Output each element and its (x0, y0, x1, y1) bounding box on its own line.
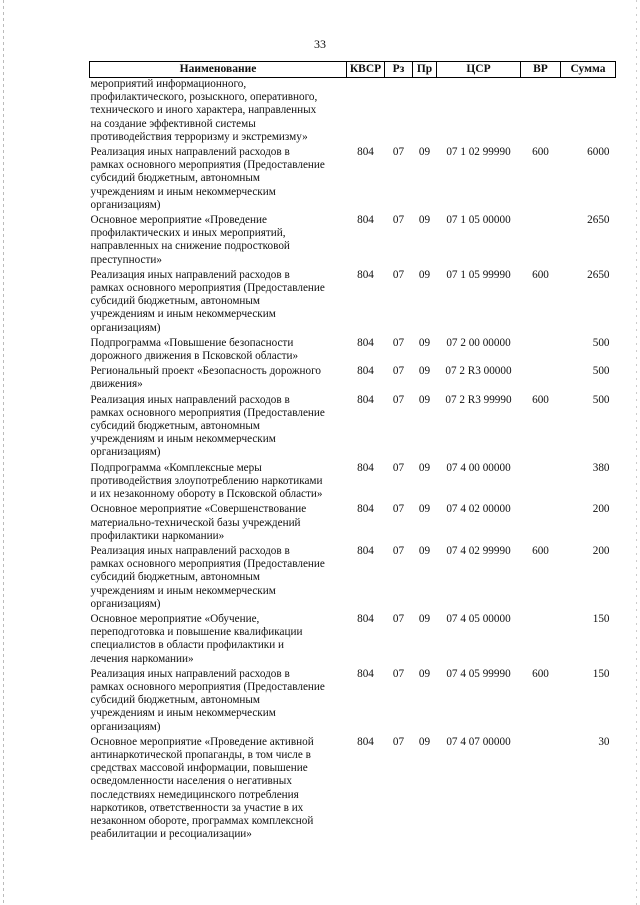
page-number: 33 (314, 37, 326, 51)
cell-csr: 07 4 02 99990 (446, 544, 511, 557)
scan-edge-right (636, 0, 637, 905)
cell-pr: 09 (418, 735, 431, 748)
cell-vr: 600 (532, 544, 549, 557)
cell-kvsr: 804 (357, 365, 374, 378)
table-body (90, 78, 616, 844)
cell-csr: 07 4 00 00000 (446, 461, 511, 474)
cell-sum: 150 (592, 667, 610, 680)
table-row (90, 503, 616, 545)
cell-rz: 07 (392, 544, 405, 557)
cell-csr: 07 1 02 99990 (446, 146, 511, 159)
cell-rz: 07 (392, 336, 405, 349)
cell-pr: 09 (418, 146, 431, 159)
cell-vr (521, 365, 561, 393)
cell-kvsr: 804 (357, 667, 374, 680)
cell-rz: 07 (392, 667, 405, 680)
cell-rz: 07 (392, 461, 405, 474)
cell-csr (437, 78, 521, 147)
table-row (90, 78, 616, 147)
cell-name: Реализация иных направлений расходов в рамках основного мероприятия (Предоставление субсидий бюджетным, автономным учреждениям и иным некоммерческим организациям) (90, 544, 325, 610)
cell-csr: 07 4 05 99990 (446, 667, 511, 680)
cell-pr: 09 (418, 214, 431, 227)
cell-pr: 09 (418, 544, 431, 557)
cell-kvsr: 804 (357, 214, 374, 227)
cell-rz (385, 78, 413, 147)
cell-csr: 07 1 05 00000 (446, 214, 511, 227)
cell-name: Реализация иных направлений расходов в рамках основного мероприятия (Предоставление субсидий бюджетным, автономным учреждениям и иным некоммерческим организациям) (90, 146, 325, 211)
cell-vr (521, 503, 561, 545)
cell-sum: 30 (598, 735, 610, 748)
cell-name: Основное мероприятие «Совершенствование материально-технической базы учреждений профилактики наркомании» (90, 503, 307, 542)
cell-vr: 600 (532, 146, 549, 159)
cell-vr (521, 613, 561, 668)
cell-sum (561, 78, 616, 147)
cell-pr (413, 78, 437, 147)
header-csr: ЦСР (437, 62, 521, 78)
header-kvsr: КВСР (347, 62, 385, 78)
cell-name: Реализация иных направлений расходов в рамках основного мероприятия (Предоставление субсидий бюджетным, автономным учреждениям и иным некоммерческим организациям) (90, 268, 325, 334)
cell-sum: 150 (592, 612, 610, 625)
cell-csr: 07 4 07 00000 (446, 735, 511, 748)
cell-kvsr: 804 (357, 503, 374, 516)
cell-pr: 09 (418, 503, 431, 516)
table-row (90, 668, 616, 736)
cell-name: Основное мероприятие «Проведение профилактических и иных мероприятий, направленных на снижение подростковой преступности» (90, 214, 290, 266)
cell-rz: 07 (392, 393, 405, 406)
table-row (90, 337, 616, 365)
cell-pr: 09 (418, 667, 431, 680)
cell-pr: 09 (418, 365, 431, 378)
cell-name: мероприятий информационного, профилактического, розыскного, оперативного, технического и иного характера, направленных на создание эффективной системы противодействия терроризму и экстремизму» (90, 78, 318, 143)
cell-sum: 500 (592, 365, 610, 378)
cell-vr: 600 (532, 667, 549, 680)
cell-vr (521, 337, 561, 365)
cell-kvsr: 804 (357, 461, 374, 474)
cell-pr: 09 (418, 461, 431, 474)
cell-csr: 07 4 02 00000 (446, 503, 511, 516)
cell-pr: 09 (418, 612, 431, 625)
header-name: Наименование (90, 62, 347, 78)
cell-pr: 09 (418, 336, 431, 349)
cell-kvsr: 804 (357, 268, 374, 281)
cell-vr (521, 214, 561, 269)
header-rz: Рз (385, 62, 413, 78)
cell-name: Реализация иных направлений расходов в рамках основного мероприятия (Предоставление субсидий бюджетным, автономным учреждениям и иным некоммерческим организациям) (90, 393, 325, 459)
scan-edge-left (3, 0, 4, 905)
cell-kvsr: 804 (357, 735, 374, 748)
cell-sum: 2650 (587, 268, 610, 281)
cell-name: Региональный проект «Безопасность дорожного движения» (90, 365, 321, 391)
cell-sum: 500 (592, 336, 610, 349)
cell-name: Основное мероприятие «Проведение активной антинаркотической пропаганды, в том числе в средствах массовой информации, повышение осведомленности населения о негативных последствиях немедицинского потребления наркотиков, ответственности за участие в их незаконном обороте, программах комплексной реабилитации и ресоциализации» (90, 735, 314, 841)
cell-pr: 09 (418, 268, 431, 281)
cell-kvsr: 804 (357, 544, 374, 557)
cell-csr: 07 1 05 99990 (446, 268, 511, 281)
cell-name: Подпрограмма «Повышение безопасности дорожного движения в Псковской области» (90, 336, 299, 363)
cell-csr: 07 2 R3 00000 (445, 365, 512, 378)
budget-table (89, 61, 616, 843)
table-row (90, 269, 616, 337)
cell-kvsr: 804 (357, 146, 374, 159)
cell-rz: 07 (392, 612, 405, 625)
cell-vr: 600 (532, 268, 549, 281)
cell-kvsr: 804 (357, 336, 374, 349)
table-row (90, 214, 616, 269)
cell-sum: 200 (592, 544, 610, 557)
cell-sum: 6000 (587, 146, 610, 159)
cell-name: Подпрограмма «Комплексные меры противодействия злоупотреблению наркотиками и их незаконному обороту в Псковской области» (90, 461, 323, 501)
header-pr: Пр (413, 62, 437, 78)
table-row (90, 613, 616, 668)
cell-rz: 07 (392, 503, 405, 516)
cell-vr: 600 (532, 393, 549, 406)
cell-vr (521, 462, 561, 504)
cell-sum: 380 (592, 461, 610, 474)
cell-sum: 2650 (587, 214, 610, 227)
table-row (90, 365, 616, 393)
cell-rz: 07 (392, 735, 405, 748)
cell-rz: 07 (392, 214, 405, 227)
table-row (90, 545, 616, 613)
cell-csr: 07 2 00 00000 (446, 336, 511, 349)
cell-name: Основное мероприятие «Обучение, переподготовка и повышение квалификации специалистов в области профилактики и лечения наркомании» (90, 612, 303, 665)
table-row (90, 736, 616, 844)
cell-rz: 07 (392, 268, 405, 281)
cell-sum: 200 (592, 503, 610, 516)
table-row (90, 394, 616, 462)
cell-pr: 09 (418, 393, 431, 406)
header-sum: Сумма (561, 62, 616, 78)
cell-vr (521, 78, 561, 147)
cell-kvsr (347, 78, 385, 147)
header-vr: ВР (521, 62, 561, 78)
table-row (90, 462, 616, 504)
cell-rz: 07 (392, 365, 405, 378)
cell-csr: 07 4 05 00000 (446, 612, 511, 625)
cell-sum: 500 (592, 393, 610, 406)
table-header (90, 62, 616, 78)
cell-csr: 07 2 R3 99990 (445, 393, 512, 406)
cell-name: Реализация иных направлений расходов в рамках основного мероприятия (Предоставление субсидий бюджетным, автономным учреждениям и иным некоммерческим организациям) (90, 667, 325, 733)
table-row (90, 146, 616, 214)
cell-kvsr: 804 (357, 393, 374, 406)
cell-vr (521, 736, 561, 844)
cell-kvsr: 804 (357, 612, 374, 625)
cell-rz: 07 (392, 146, 405, 159)
